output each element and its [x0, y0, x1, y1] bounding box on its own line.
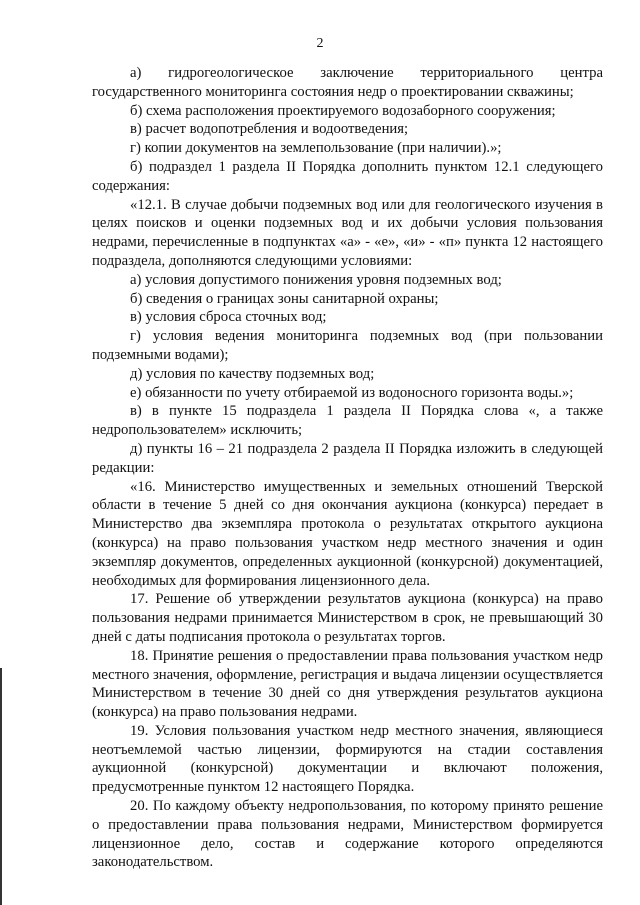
paragraph: д) пункты 16 – 21 подраздела 2 раздела II Порядка изложить в следующей редакции:: [92, 440, 603, 476]
paragraph: г) копии документов на землепользование (при наличии).»;: [130, 140, 502, 157]
paragraph: г) условия ведения мониторинга подземных вод (при пользовании подземными водами);: [92, 328, 603, 363]
page-number: 2: [316, 36, 324, 51]
paragraph: «16. Министерство имущественных и земельных отношений Тверской области в течение 5 дней со дня окончания аукциона (конкурса) передает в Министерство два экземпляра протокола о результатах открытого аукциона (конкурса) на право пользования участком недр местного значения и один экземпляр документов, определенных аукционной (конкурсной) документацией, необходимых для формирования лицензионного дела.: [92, 478, 603, 589]
paragraph: 20. По каждому объекту недропользования, по которому принято решение о предоставлении права пользования недрами, Министерством формируется лицензионное дело, состав и содержание которого определяются законодательством.: [92, 798, 603, 871]
paragraph: 19. Условия пользования участком недр местного значения, являющиеся неотъемлемой частью лицензии, формируются на стадии составления аукционной (конкурсной) документации и включают положения, предусмотренные пунктом 12 настоящего Порядка.: [92, 722, 603, 796]
paragraph: б) сведения о границах зоны санитарной охраны;: [130, 290, 439, 307]
paragraph: б) подраздел 1 раздела II Порядка дополнить пунктом 12.1 следующего содержания:: [92, 158, 603, 194]
scan-edge-line: [0, 668, 2, 905]
paragraph: а) гидрогеологическое заключение территориального центра государственного мониторинга состояния недр о проектировании скважины;: [92, 65, 603, 100]
paragraph: «12.1. В случае добычи подземных вод или для геологического изучения в целях поисков и оценки подземных вод и их добычи условия пользования недрами, перечисленные в подпунктах «а» - «е», «и» - «п» пункта 12 настоящего подраздела, дополняются следующими условиями:: [92, 196, 603, 269]
paragraph: д) условия по качеству подземных вод;: [130, 365, 375, 382]
document-body: [92, 64, 603, 872]
paragraph: 17. Решение об утверждении результатов аукциона (конкурса) на право пользования недрами принимается Министерством в срок, не превышающий 30 дней с даты подписания протокола о результатах торгов.: [92, 591, 603, 645]
paragraph: в) условия сброса сточных вод;: [130, 309, 327, 326]
paragraph: е) обязанности по учету отбираемой из водоносного горизонта воды.»;: [130, 384, 574, 401]
paragraph: в) в пункте 15 подраздела 1 раздела II Порядка слова «, а также недропользователем» исключить;: [92, 403, 603, 439]
paragraph: а) условия допустимого понижения уровня подземных вод;: [130, 271, 502, 288]
paragraph: в) расчет водопотребления и водоотведения;: [130, 121, 409, 138]
paragraph: 18. Принятие решения о предоставлении права пользования участком недр местного значения, оформление, регистрация и выдача лицензии осуществляется Министерством в течение 30 дней со дня утверждения результатов аукциона (конкурса) на право пользования недрами.: [92, 647, 603, 721]
paragraph: б) схема расположения проектируемого водозаборного сооружения;: [130, 102, 556, 119]
